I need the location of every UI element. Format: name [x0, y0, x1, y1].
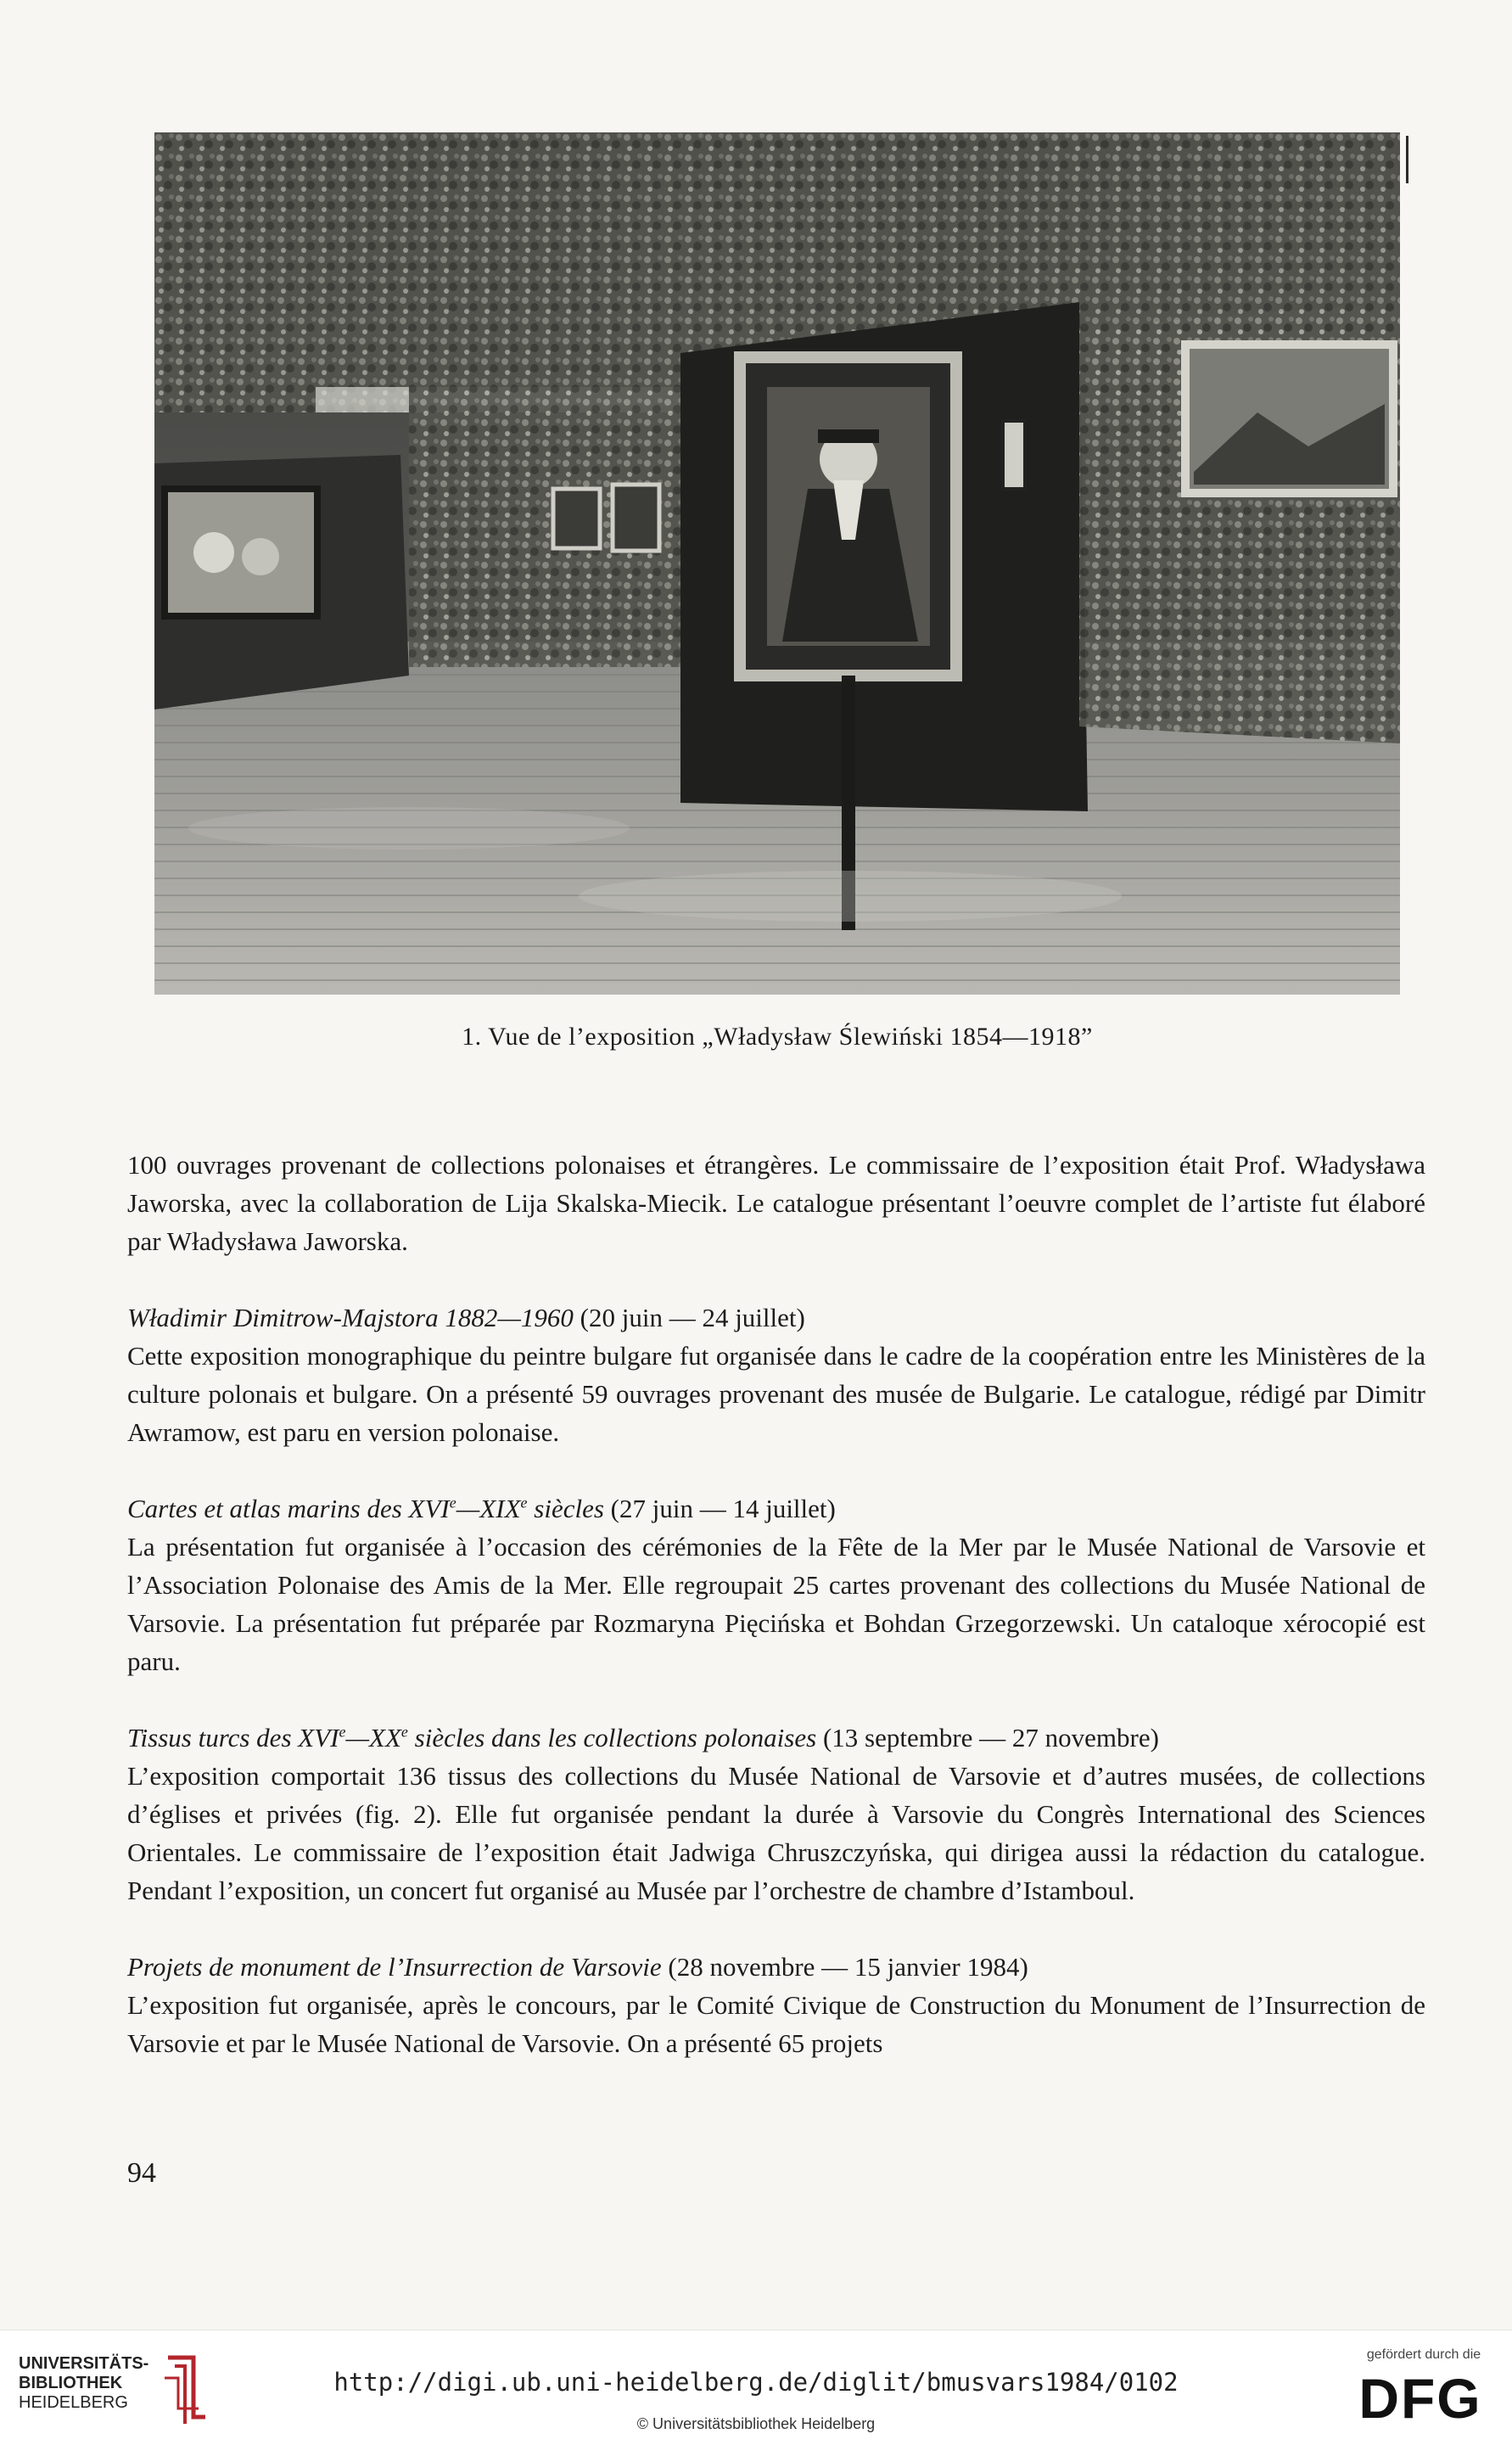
page-number: 94 [127, 2157, 156, 2189]
figure-caption: 1. Vue de l’exposition „Władysław Ślewiński 1854—1918” [462, 1023, 1093, 1051]
exhibition-heading [127, 1719, 1425, 1757]
exhibition-dates: (28 novembre — 15 janvier 1984) [661, 1952, 1028, 1982]
title-part: siècles dans les collections polonaises [407, 1723, 817, 1752]
exhibition-title: Władimir Dimitrow-Majstora 1882—1960 [127, 1303, 574, 1332]
paragraph-body: L’exposition comportait 136 tissus des collections du Musée National de Varsovie et d’autres musées, de collections d’églises et privées (fig. 2). Elle fut organisée pendant la durée à Varsovie du Congrès International des Sciences Orientales. Le commissaire de l’exposition était Jadwiga Chruszczyńska, qui dirigea aussi la rédaction du catalogue. Pendant l’exposition, un concert fut organisé au Musée par l’orchestre de chambre d’Istamboul. [127, 1761, 1425, 1905]
permalink-url[interactable]: http://digi.ub.uni-heidelberg.de/diglit/bmusvars1984/0102 [333, 2368, 1179, 2397]
logo-line: HEIDELBERG [19, 2393, 128, 2412]
title-part: —XIX [456, 1494, 521, 1523]
exhibition-heading [127, 1489, 1425, 1528]
paragraph-body: L’exposition fut organisée, après le concours, par le Comité Civique de Construction du Monument de l’Insurrection de Varsovie et par le Musée National de Varsovie. On a présenté 65 projets [127, 1990, 1425, 2058]
funded-by-label: gefördert durch die [1366, 2347, 1481, 2362]
exhibition-heading [127, 1298, 1425, 1337]
exhibition-title [127, 1723, 816, 1752]
logo-line: UNIVERSITÄTS- [19, 2354, 149, 2373]
scan-edge-mark [1404, 136, 1411, 183]
superscript: e [520, 1494, 528, 1511]
paragraph-body: Cette exposition monographique du peintre bulgare fut organisée dans le cadre de la coopération entre les Ministères de la culture polonais et bulgare. On a présenté 59 ouvrages provenant des musée de Bulgarie. Le catalogue, rédigé par Dimitr Awramow, est paru en version polonaise. [127, 1341, 1425, 1447]
digitization-footer [0, 2330, 1512, 2445]
exhibition-title [127, 1494, 604, 1523]
paragraph-dimitrow-majstora [127, 1298, 1425, 1451]
superscript: e [449, 1494, 456, 1511]
exhibition-dates: (13 septembre — 27 novembre) [816, 1723, 1159, 1752]
paragraph-slewinski-continued [127, 1146, 1425, 1260]
exhibition-hall-photograph [154, 132, 1400, 995]
exhibition-heading [127, 1948, 1425, 1986]
title-part: Tissus turcs des XVI [127, 1723, 339, 1752]
exhibition-title: Projets de monument de l’Insurrection de Varsovie [127, 1952, 662, 1982]
title-part: —XX [345, 1723, 401, 1752]
superscript: e [339, 1723, 346, 1741]
exhibition-dates: (27 juin — 14 juillet) [603, 1494, 836, 1523]
paragraph-cartes-atlas [127, 1489, 1425, 1680]
title-part: Cartes et atlas marins des XVI [127, 1494, 450, 1523]
exhibition-photo [154, 132, 1400, 995]
copyright-notice: © Universitätsbibliothek Heidelberg [636, 2415, 876, 2432]
article-text [127, 1146, 1425, 2100]
title-part: siècles [527, 1494, 604, 1523]
paragraph-tissus-turcs [127, 1719, 1425, 1909]
dfg-logo[interactable]: DFG [1358, 2367, 1482, 2430]
paragraph-body: 100 ouvrages provenant de collections polonaises et étrangères. Le commissaire de l’exposition était Prof. Władysława Jaworska, avec la collaboration de Lija Skalska-Miecik. Le catalogue présentant l’oeuvre complet de l’artiste fut élaboré par Władysława Jaworska. [127, 1150, 1425, 1256]
exhibition-dates: (20 juin — 24 juillet) [573, 1303, 805, 1332]
logo-line: BIBLIOTHEK [19, 2374, 123, 2392]
paragraph-body: La présentation fut organisée à l’occasion des cérémonies de la Fête de la Mer par le Musée National de Varsovie et l’Association Polonaise des Amis de la Mer. Elle regroupait 25 cartes provenant des collections du Musée National de Varsovie. La présentation fut préparée par Rozmaryna Pięcińska et Bohdan Grzegorzewski. Un cataloque xérocopié est paru. [127, 1532, 1425, 1676]
superscript: e [400, 1723, 408, 1741]
paragraph-projets-monument [127, 1948, 1425, 2062]
